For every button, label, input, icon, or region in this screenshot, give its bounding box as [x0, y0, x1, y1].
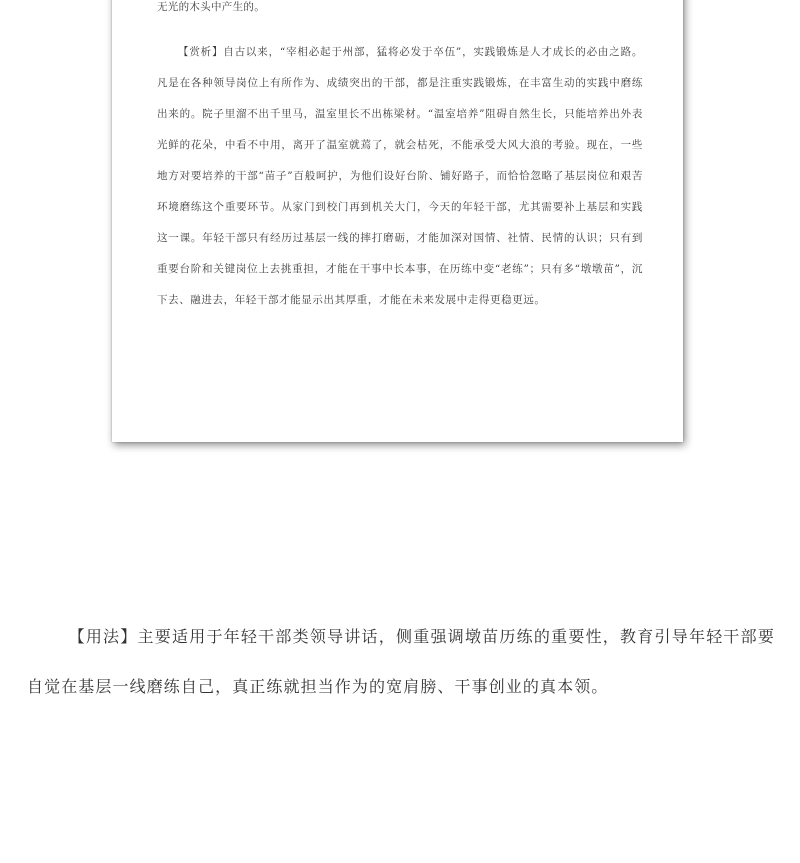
document-page [112, 0, 683, 442]
previous-text-line: 无光的木头中产生的。 [157, 1, 265, 13]
analysis-paragraph: 【赏析】自古以来，“宰相必起于州部，猛将必发于卒伍”，实践锻炼是人才成长的必由之路。凡是在各种领导岗位上有所作为、成绩突出的干部，都是注重实践锻炼，在丰富生动的实践中磨练出来的。院子里溜不出千里马，温室里长不出栋梁材。“温室培养”阻碍自然生长，只能培养出外表光鲜的花朵，中看不中用，离开了温室就蔫了，就会枯死，不能承受大风大浪的考验。现在，一些地方对要培养的干部“苗子”百般呵护，为他们设好台阶、铺好路子，而恰恰忽略了基层岗位和艰苦环境磨练这个重要环节。从家门到校门再到机关大门，今天的年轻干部，尤其需要补上基层和实践这一课。年轻干部只有经历过基层一线的摔打磨砺，才能加深对国情、社情、民情的认识；只有到重要台阶和关键岗位上去挑重担，才能在干事中长本事，在历练中变“老练”；只有多“墩墩苗”，沉下去、融进去，年轻干部才能显示出其厚重，才能在未来发展中走得更稳更远。 [157, 46, 643, 306]
usage-paragraph: 【用法】主要适用于年轻干部类领导讲话，侧重强调墩苗历练的重要性，教育引导年轻干部要自觉在基层一线磨练自己，真正练就担当作为的宽肩膀、干事创业的真本领。 [27, 627, 775, 696]
